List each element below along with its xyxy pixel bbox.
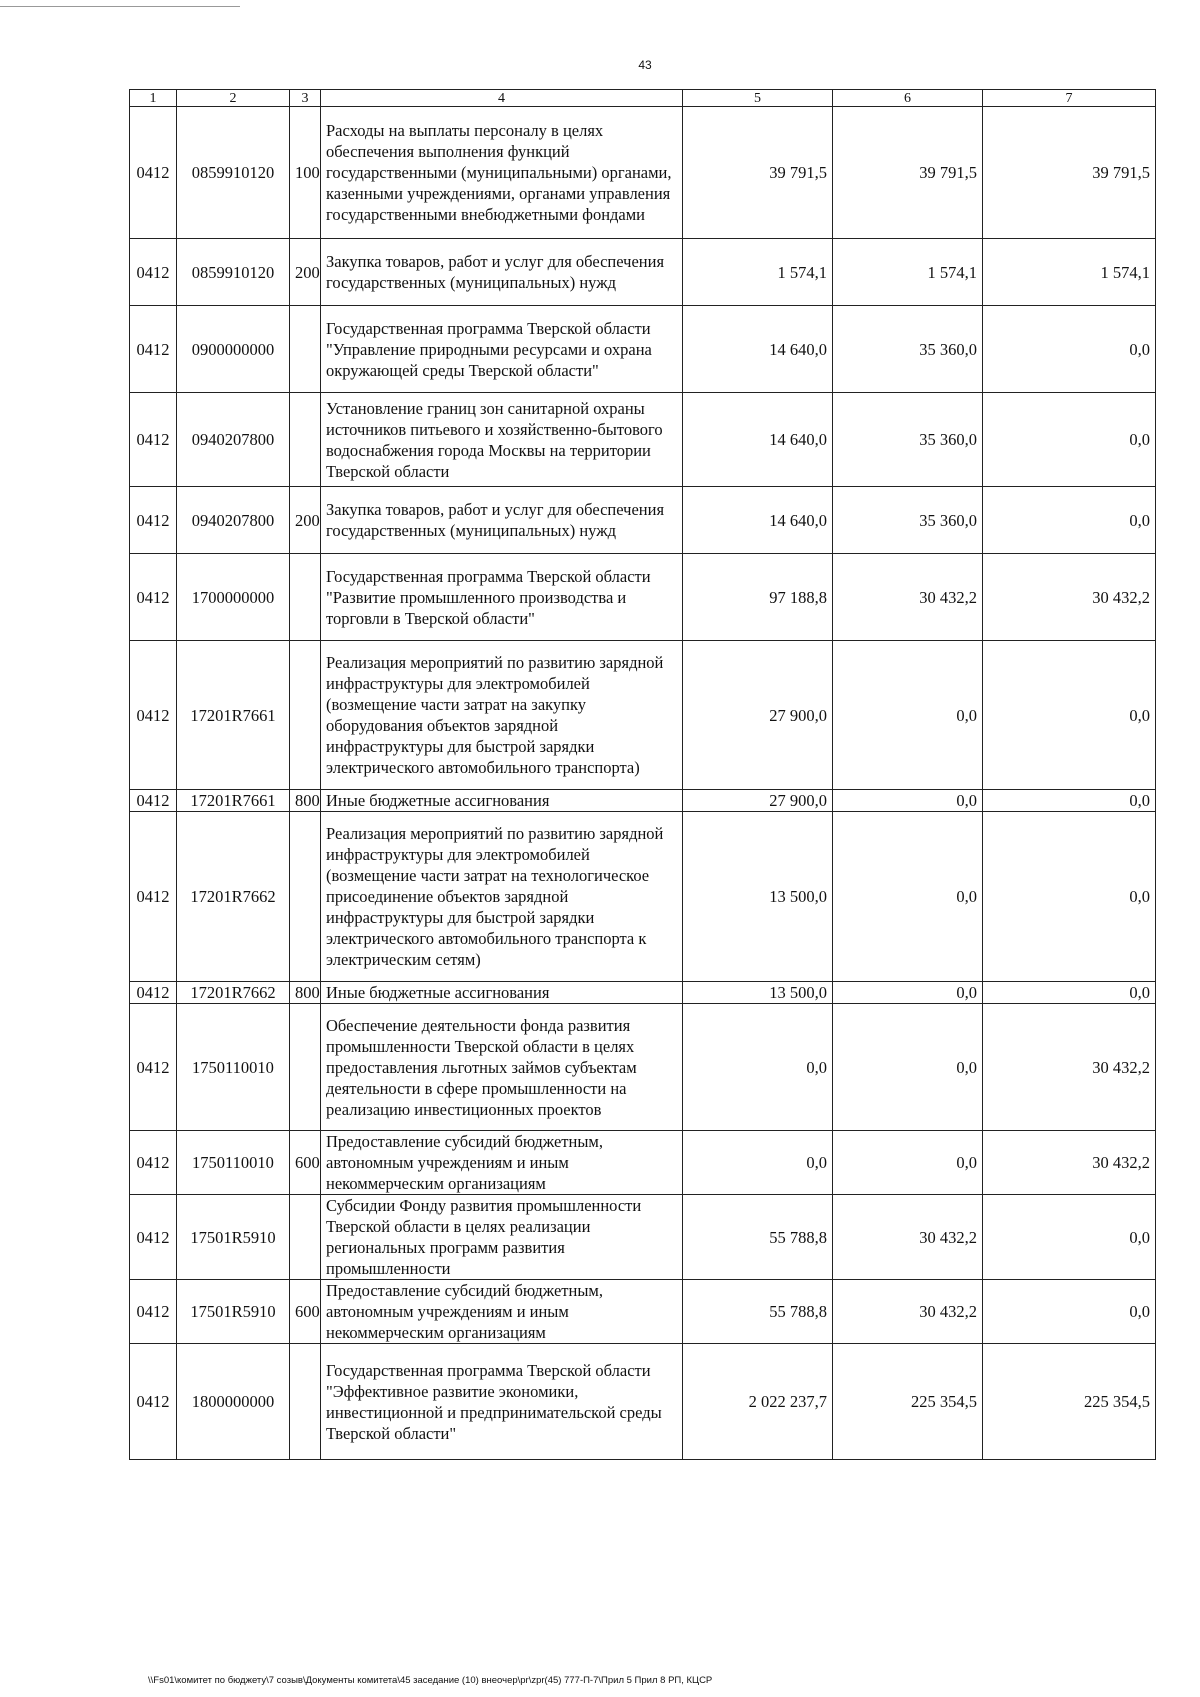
row-target-code: 0859910120 <box>177 107 290 239</box>
col-header-7: 7 <box>983 90 1156 107</box>
row-amount-col6: 30 432,2 <box>833 554 983 641</box>
row-amount-col5: 55 788,8 <box>683 1195 833 1280</box>
row-amount-col6: 35 360,0 <box>833 306 983 393</box>
scan-edge-line <box>0 6 240 7</box>
row-amount-col6: 30 432,2 <box>833 1280 983 1344</box>
row-amount-col6: 0,0 <box>833 1004 983 1131</box>
col-header-2: 2 <box>177 90 290 107</box>
row-target-code: 17201R7662 <box>177 982 290 1004</box>
row-description: Расходы на выплаты персоналу в целях обеспечения выполнения функций государственными (муниципальными) органами, казенными учреждениями, органами управления государственными внебюджетными фондами <box>321 107 683 239</box>
page-number: 43 <box>638 58 652 72</box>
row-amount-col5: 39 791,5 <box>683 107 833 239</box>
table-row <box>130 1344 1156 1460</box>
row-description: Предоставление субсидий бюджетным, автономным учреждениям и иным некоммерческим организациям <box>321 1280 683 1344</box>
row-expense-type <box>290 641 321 790</box>
row-description: Реализация мероприятий по развитию зарядной инфраструктуры для электромобилей (возмещение части затрат на технологическое присоединение объектов зарядной инфраструктуры для быстрой зарядки электрического автомобильного транспорта к электрическим сетям) <box>321 812 683 982</box>
row-amount-col5: 27 900,0 <box>683 790 833 812</box>
row-amount-col7: 30 432,2 <box>983 1131 1156 1195</box>
row-amount-col5: 1 574,1 <box>683 239 833 306</box>
col-header-4: 4 <box>321 90 683 107</box>
table-row <box>130 554 1156 641</box>
table-row <box>130 1004 1156 1131</box>
row-description: Предоставление субсидий бюджетным, автономным учреждениям и иным некоммерческим организациям <box>321 1131 683 1195</box>
table-row <box>130 239 1156 306</box>
row-amount-col6: 0,0 <box>833 1131 983 1195</box>
row-expense-type: 800 <box>290 790 321 812</box>
row-section-code: 0412 <box>130 1344 177 1460</box>
row-amount-col5: 2 022 237,7 <box>683 1344 833 1460</box>
row-target-code: 17501R5910 <box>177 1195 290 1280</box>
row-section-code: 0412 <box>130 393 177 487</box>
table-row <box>130 107 1156 239</box>
row-description: Государственная программа Тверской области "Управление природными ресурсами и охрана окружающей среды Тверской области" <box>321 306 683 393</box>
row-target-code: 0940207800 <box>177 487 290 554</box>
row-description: Иные бюджетные ассигнования <box>321 790 683 812</box>
row-expense-type <box>290 812 321 982</box>
table-row <box>130 1195 1156 1280</box>
row-target-code: 0900000000 <box>177 306 290 393</box>
col-header-1: 1 <box>130 90 177 107</box>
row-amount-col5: 13 500,0 <box>683 812 833 982</box>
row-section-code: 0412 <box>130 812 177 982</box>
row-target-code: 17201R7661 <box>177 790 290 812</box>
budget-table <box>129 89 1156 1460</box>
row-amount-col6: 35 360,0 <box>833 487 983 554</box>
row-expense-type <box>290 1344 321 1460</box>
row-amount-col6: 0,0 <box>833 982 983 1004</box>
row-amount-col7: 39 791,5 <box>983 107 1156 239</box>
row-expense-type <box>290 1195 321 1280</box>
row-amount-col7: 0,0 <box>983 790 1156 812</box>
row-amount-col7: 225 354,5 <box>983 1344 1156 1460</box>
row-expense-type: 600 <box>290 1131 321 1195</box>
row-amount-col7: 0,0 <box>983 306 1156 393</box>
header-row <box>130 90 1156 107</box>
row-description: Субсидии Фонду развития промышленности Тверской области в целях реализации региональных программ развития промышленности <box>321 1195 683 1280</box>
row-amount-col7: 0,0 <box>983 1195 1156 1280</box>
table-row <box>130 641 1156 790</box>
row-amount-col5: 0,0 <box>683 1131 833 1195</box>
row-amount-col7: 0,0 <box>983 393 1156 487</box>
row-section-code: 0412 <box>130 239 177 306</box>
row-section-code: 0412 <box>130 1195 177 1280</box>
row-amount-col6: 0,0 <box>833 790 983 812</box>
row-expense-type: 200 <box>290 239 321 306</box>
row-section-code: 0412 <box>130 790 177 812</box>
row-target-code: 1800000000 <box>177 1344 290 1460</box>
row-amount-col7: 0,0 <box>983 641 1156 790</box>
row-amount-col5: 14 640,0 <box>683 393 833 487</box>
row-section-code: 0412 <box>130 982 177 1004</box>
row-description: Установление границ зон санитарной охраны источников питьевого и хозяйственно-бытового водоснабжения города Москвы на территории Тверской области <box>321 393 683 487</box>
row-target-code: 17201R7662 <box>177 812 290 982</box>
footer-file-path: \\Fs01\комитет по бюджету\7 созыв\Документы комитета\45 заседание (10) внеочер\pr\zpr(45) 777-П-7\Прил 5 Прил 8 РП, КЦСР <box>148 1675 713 1686</box>
row-amount-col6: 0,0 <box>833 812 983 982</box>
row-expense-type: 200 <box>290 487 321 554</box>
row-amount-col5: 13 500,0 <box>683 982 833 1004</box>
row-target-code: 0859910120 <box>177 239 290 306</box>
row-section-code: 0412 <box>130 641 177 790</box>
row-section-code: 0412 <box>130 1131 177 1195</box>
table-row <box>130 487 1156 554</box>
row-amount-col7: 0,0 <box>983 1280 1156 1344</box>
row-target-code: 17501R5910 <box>177 1280 290 1344</box>
row-section-code: 0412 <box>130 107 177 239</box>
row-target-code: 0940207800 <box>177 393 290 487</box>
table-row <box>130 790 1156 812</box>
row-description: Закупка товаров, работ и услуг для обеспечения государственных (муниципальных) нужд <box>321 239 683 306</box>
row-expense-type: 600 <box>290 1280 321 1344</box>
row-description: Государственная программа Тверской области "Развитие промышленного производства и торговли в Тверской области" <box>321 554 683 641</box>
row-amount-col6: 30 432,2 <box>833 1195 983 1280</box>
row-section-code: 0412 <box>130 306 177 393</box>
row-target-code: 17201R7661 <box>177 641 290 790</box>
row-description: Реализация мероприятий по развитию зарядной инфраструктуры для электромобилей (возмещение части затрат на закупку оборудования объектов зарядной инфраструктуры для быстрой зарядки электрического автомобильного транспорта) <box>321 641 683 790</box>
row-amount-col5: 55 788,8 <box>683 1280 833 1344</box>
row-amount-col5: 97 188,8 <box>683 554 833 641</box>
col-header-5: 5 <box>683 90 833 107</box>
row-section-code: 0412 <box>130 554 177 641</box>
row-target-code: 1700000000 <box>177 554 290 641</box>
row-description: Закупка товаров, работ и услуг для обеспечения государственных (муниципальных) нужд <box>321 487 683 554</box>
row-section-code: 0412 <box>130 1004 177 1131</box>
col-header-3: 3 <box>290 90 321 107</box>
row-section-code: 0412 <box>130 487 177 554</box>
row-amount-col6: 39 791,5 <box>833 107 983 239</box>
row-amount-col5: 27 900,0 <box>683 641 833 790</box>
row-amount-col7: 1 574,1 <box>983 239 1156 306</box>
row-target-code: 1750110010 <box>177 1131 290 1195</box>
table-row <box>130 1131 1156 1195</box>
row-amount-col7: 0,0 <box>983 487 1156 554</box>
row-amount-col6: 225 354,5 <box>833 1344 983 1460</box>
row-description: Государственная программа Тверской области "Эффективное развитие экономики, инвестиционной и предпринимательской среды Тверской области" <box>321 1344 683 1460</box>
table-row <box>130 393 1156 487</box>
row-description: Обеспечение деятельности фонда развития промышленности Тверской области в целях предоставления льготных займов субъектам деятельности в сфере промышленности на реализацию инвестиционных проектов <box>321 1004 683 1131</box>
row-amount-col7: 30 432,2 <box>983 554 1156 641</box>
row-expense-type <box>290 393 321 487</box>
row-expense-type: 100 <box>290 107 321 239</box>
row-amount-col7: 0,0 <box>983 812 1156 982</box>
table-row <box>130 306 1156 393</box>
row-amount-col5: 0,0 <box>683 1004 833 1131</box>
row-section-code: 0412 <box>130 1280 177 1344</box>
table-row <box>130 812 1156 982</box>
row-expense-type: 800 <box>290 982 321 1004</box>
row-amount-col5: 14 640,0 <box>683 487 833 554</box>
row-expense-type <box>290 1004 321 1131</box>
row-amount-col5: 14 640,0 <box>683 306 833 393</box>
row-description: Иные бюджетные ассигнования <box>321 982 683 1004</box>
row-amount-col6: 35 360,0 <box>833 393 983 487</box>
table-row <box>130 1280 1156 1344</box>
row-target-code: 1750110010 <box>177 1004 290 1131</box>
row-expense-type <box>290 306 321 393</box>
row-amount-col7: 30 432,2 <box>983 1004 1156 1131</box>
row-amount-col6: 1 574,1 <box>833 239 983 306</box>
row-expense-type <box>290 554 321 641</box>
row-amount-col6: 0,0 <box>833 641 983 790</box>
row-amount-col7: 0,0 <box>983 982 1156 1004</box>
table-row <box>130 982 1156 1004</box>
col-header-6: 6 <box>833 90 983 107</box>
